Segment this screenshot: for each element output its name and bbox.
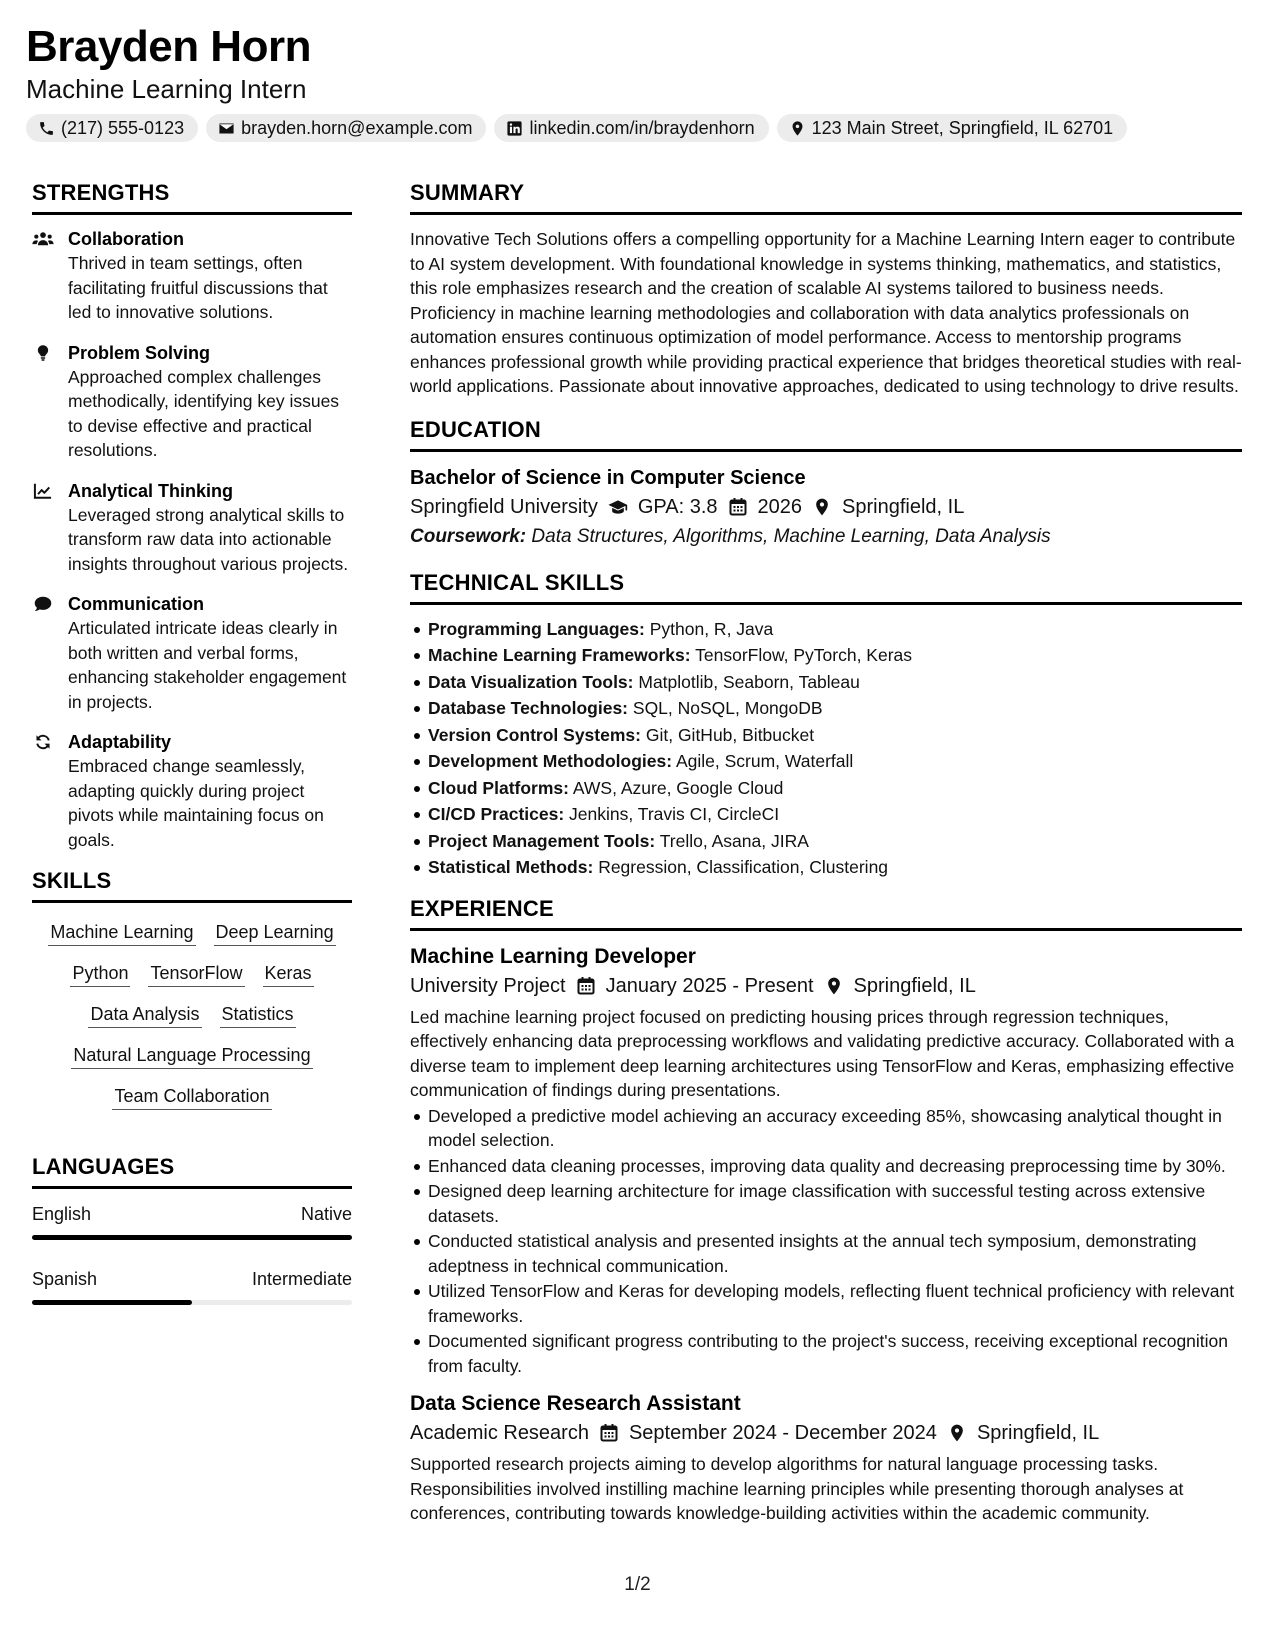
technical-skill-item: Version Control Systems: Git, GitHub, Bitbucket	[410, 723, 1242, 748]
strength-desc: Approached complex challenges methodically, identifying key issues to devise effective and practical resolutions.	[68, 366, 340, 460]
language-proficiency-bar	[32, 1300, 352, 1305]
job-bullet: Developed a predictive model achieving an accuracy exceeding 85%, showcasing analytical thought in model selection.	[410, 1104, 1242, 1153]
technical-skill-item: Database Technologies: SQL, NoSQL, MongoDB	[410, 696, 1242, 721]
education-year: 2026	[757, 495, 803, 518]
skills-heading: SKILLS	[32, 868, 352, 903]
strength-item	[32, 227, 352, 325]
users-icon	[32, 230, 54, 248]
language-name: English	[32, 1204, 92, 1224]
location-pin-icon	[947, 1423, 967, 1443]
graduation-cap-icon	[608, 497, 628, 517]
education-heading: EDUCATION	[410, 417, 1242, 452]
technical-skill-item: Data Visualization Tools: Matplotlib, Seaborn, Tableau	[410, 670, 1242, 695]
job-location: Springfield, IL	[853, 974, 976, 997]
education-meta	[410, 492, 1242, 522]
job-location: Springfield, IL	[976, 1422, 1100, 1444]
job-entry	[410, 1390, 1242, 1526]
left-column	[32, 180, 352, 1323]
candidate-name: Brayden Horn	[26, 22, 311, 71]
strengths-heading: STRENGTHS	[32, 180, 352, 215]
education-gpa: GPA: 3.8	[637, 495, 718, 518]
job-bullet: Documented significant progress contributing to the project's success, receiving exceptional recognition from faculty.	[410, 1329, 1242, 1378]
candidate-role: Machine Learning Intern	[26, 74, 307, 104]
contact-address-text: 123 Main Street, Springfield, IL 62701	[811, 117, 1114, 138]
skill-tag: Data Analysis	[88, 1001, 201, 1028]
refresh-icon	[32, 733, 54, 751]
language-proficiency-fill	[32, 1300, 192, 1305]
right-column	[410, 180, 1242, 1526]
languages-heading: LANGUAGES	[32, 1154, 352, 1189]
coursework-label: Coursework:	[410, 525, 527, 547]
job-dates: September 2024 - December 2024	[628, 1422, 937, 1444]
job-bullet: Designed deep learning architecture for image classification with successful testing across extensive datasets.	[410, 1179, 1242, 1228]
technical-skill-item: Development Methodologies: Agile, Scrum, Waterfall	[410, 749, 1242, 774]
location-pin-icon	[812, 497, 832, 517]
job-entry	[410, 943, 1242, 1379]
job-meta	[410, 1418, 1242, 1448]
skills-tag-cloud	[32, 915, 352, 1110]
strength-desc: Articulated intricate ideas clearly in both written and verbal forms, enhancing stakeholder engagement in projects.	[68, 618, 347, 712]
location-pin-icon	[824, 976, 844, 996]
job-description: Led machine learning project focused on predicting housing prices through regression techniques, effectively enhancing data preprocessing workflows and validating predictive accuracy. Collaborated with a diverse team to implement deep learning architectures using TensorFlow and Keras, emphasizing effective communication of findings during presentations.	[410, 1006, 1235, 1100]
language-level: Native	[300, 1204, 352, 1224]
coursework-list: Data Structures, Algorithms, Machine Learning, Data Analysis	[531, 525, 1051, 547]
summary-heading: SUMMARY	[410, 180, 1242, 215]
language-name: Spanish	[32, 1269, 98, 1289]
language-level: Intermediate	[251, 1269, 352, 1289]
strength-item	[32, 341, 352, 463]
chart-line-icon	[32, 482, 54, 500]
education-school: Springfield University	[410, 495, 598, 518]
strength-item	[32, 592, 352, 714]
technical-skill-item: Programming Languages: Python, R, Java	[410, 617, 1242, 642]
phone-icon	[38, 120, 55, 137]
contact-phone-text: (217) 555-0123	[61, 117, 185, 138]
technical-skills-heading: TECHNICAL SKILLS	[410, 570, 1242, 605]
language-proficiency-bar	[32, 1235, 352, 1240]
calendar-icon	[728, 497, 748, 517]
job-bullet: Utilized TensorFlow and Keras for developing models, reflecting fluent technical proficiency with relevant frameworks.	[410, 1279, 1242, 1328]
speech-bubble-icon	[32, 595, 54, 613]
lightbulb-icon	[32, 344, 54, 362]
technical-skill-item: Statistical Methods: Regression, Classification, Clustering	[410, 855, 1242, 880]
strength-item	[32, 479, 352, 577]
calendar-icon	[599, 1423, 619, 1443]
job-meta	[410, 971, 1242, 1001]
envelope-icon	[218, 120, 235, 137]
job-org: Academic Research	[410, 1422, 589, 1444]
technical-skill-item: Cloud Platforms: AWS, Azure, Google Cloud	[410, 776, 1242, 801]
contact-linkedin[interactable]	[494, 114, 768, 142]
calendar-icon	[576, 976, 596, 996]
strength-title: Collaboration	[68, 229, 184, 249]
skill-tag: Team Collaboration	[112, 1083, 271, 1110]
technical-skills-list	[410, 617, 1242, 880]
contact-address[interactable]	[777, 114, 1128, 142]
job-org: University Project	[410, 974, 566, 997]
language-proficiency-fill	[32, 1235, 352, 1240]
skill-tag: Machine Learning	[48, 919, 195, 946]
job-bullet: Conducted statistical analysis and presented insights at the annual tech symposium, demonstrating adeptness in technical communication.	[410, 1229, 1242, 1278]
technical-skill-item: Machine Learning Frameworks: TensorFlow, PyTorch, Keras	[410, 643, 1242, 668]
job-bullets	[410, 1104, 1242, 1379]
strength-desc: Leveraged strong analytical skills to transform raw data into actionable insights throughout various projects.	[68, 504, 349, 574]
contact-linkedin-text: linkedin.com/in/braydenhorn	[529, 117, 755, 138]
technical-skill-item: Project Management Tools: Trello, Asana, JIRA	[410, 829, 1242, 854]
skill-tag: Statistics	[220, 1001, 296, 1028]
skill-tag: Keras	[263, 960, 314, 987]
job-title: Data Science Research Assistant	[410, 1392, 741, 1415]
job-title: Machine Learning Developer	[410, 944, 696, 968]
strength-desc: Embraced change seamlessly, adapting quickly during project pivots while maintaining focus on goals.	[68, 756, 324, 850]
skill-tag: TensorFlow	[148, 960, 244, 987]
language-item	[32, 1266, 352, 1305]
strength-item	[32, 730, 352, 852]
education-coursework	[410, 522, 1242, 552]
job-dates: January 2025 - Present	[605, 974, 814, 997]
education-location: Springfield, IL	[842, 495, 965, 518]
contact-email-text: brayden.horn@example.com	[241, 117, 473, 138]
contact-phone[interactable]	[26, 114, 198, 142]
technical-skill-item: CI/CD Practices: Jenkins, Travis CI, CircleCI	[410, 802, 1242, 827]
job-bullet: Enhanced data cleaning processes, improving data quality and decreasing preprocessing time by 30%.	[410, 1154, 1242, 1179]
strength-title: Analytical Thinking	[68, 480, 234, 501]
summary-text: Innovative Tech Solutions offers a compelling opportunity for a Machine Learning Intern eager to contribute to AI system development. With foundational knowledge in systems thinking, mathematics, and statistics, this role emphasizes research and the creation of scalable AI systems tailored to business needs. Proficiency in machine learning methodologies and collaboration with data analytics professionals on automation ensures continuous optimization of model performance. Access to mentorship programs enhances professional growth while providing practical experience that bridges theoretical studies with real-world applications. Passionate about innovative approaches, dedicated to using technology to drive results.	[410, 229, 1242, 396]
job-description: Supported research projects aiming to develop algorithms for natural language processing tasks. Responsibilities involved instilling machine learning principles while presenting thorough analyses at conferences, contributing towards knowledge-building activities within the academic community.	[410, 1454, 1184, 1523]
skill-tag: Deep Learning	[214, 919, 336, 946]
contact-bar	[26, 114, 1127, 142]
strength-title: Communication	[68, 594, 205, 614]
contact-email[interactable]	[206, 114, 486, 142]
language-item	[32, 1201, 352, 1240]
skill-tag: Python	[70, 960, 130, 987]
strength-title: Problem Solving	[68, 342, 211, 363]
linkedin-icon	[506, 120, 523, 137]
page-number: 1/2	[624, 1574, 651, 1595]
education-degree: Bachelor of Science in Computer Science	[410, 466, 806, 489]
experience-heading: EXPERIENCE	[410, 896, 1242, 931]
strength-desc: Thrived in team settings, often facilitating fruitful discussions that led to innovative solutions.	[68, 253, 328, 322]
strength-title: Adaptability	[68, 732, 172, 752]
skill-tag: Natural Language Processing	[71, 1042, 312, 1069]
location-pin-icon	[789, 120, 806, 137]
